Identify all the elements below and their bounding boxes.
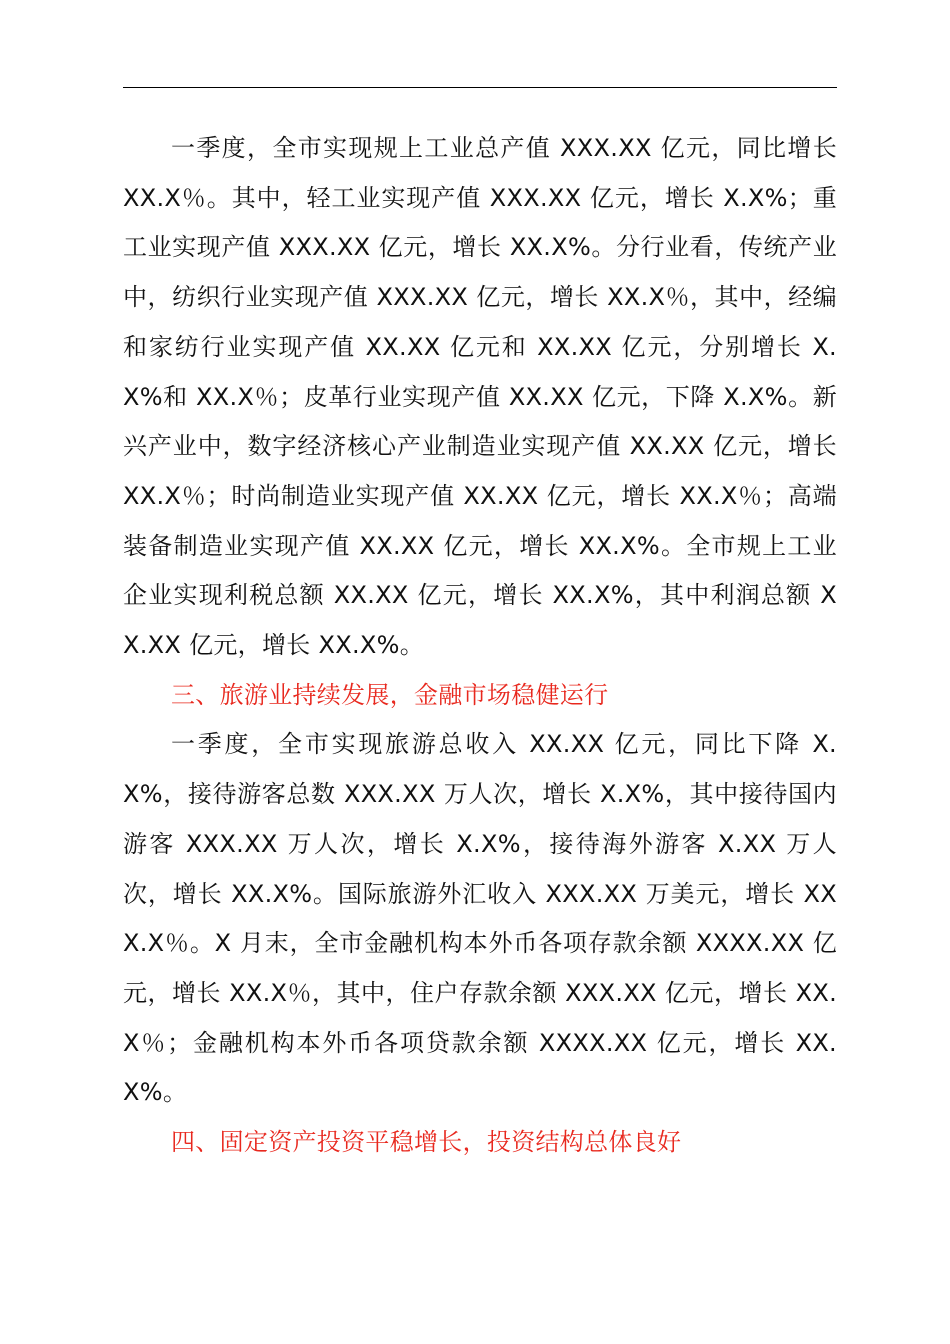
paragraph-tourism-finance: 一季度，全市实现旅游总收入 XX.XX 亿元，同比下降 X.X%，接待游客总数 XXX.XX 万人次，增长 X.X%，其中接待国内游客 XXX.XX 万人次，增长 X.X%，接待海外游客 X.XX 万人次，增长 XX.X%。国际旅游外汇收入 XXX.XX 万美元，增长 XXX.X％。X 月末，全市金融机构本外币各项存款余额 XXXX.XX 亿元，增长 XX.X％，其中，住户存款余额 XXX.XX 亿元，增长 XX.X％；金融机构本外币各项贷款余额 XXXX.XX 亿元，增长 XX.X%。 — [123, 730, 837, 1107]
section-heading-four: 四、固定资产投资平稳增长，投资结构总体良好 — [171, 1128, 682, 1157]
header-rule — [123, 87, 837, 88]
section-heading-three: 三、旅游业持续发展，金融市场稳健运行 — [171, 680, 609, 709]
document-body — [123, 124, 837, 1168]
paragraph-industry: 一季度，全市实现规上工业总产值 XXX.XX 亿元，同比增长 XX.X％。其中，轻工业实现产值 XXX.XX 亿元，增长 X.X%；重工业实现产值 XXX.XX 亿元，增长 XX.X%。分行业看，传统产业中，纺织行业实现产值 XXX.XX 亿元，增长 XX.X％，其中，经编和家纺行业实现产值 XX.XX 亿元和 XX.XX 亿元，分别增长 X.X%和 XX.X％；皮革行业实现产值 XX.XX 亿元，下降 X.X%。新兴产业中，数字经济核心产业制造业实现产值 XX.XX 亿元，增长 XX.X％；时尚制造业实现产值 XX.XX 亿元，增长 XX.X％；高端装备制造业实现产值 XX.XX 亿元，增长 XX.X%。全市规上工业企业实现利税总额 XX.XX 亿元，增长 XX.X%，其中利润总额 XX.XX 亿元，增长 XX.X%。 — [123, 134, 837, 660]
